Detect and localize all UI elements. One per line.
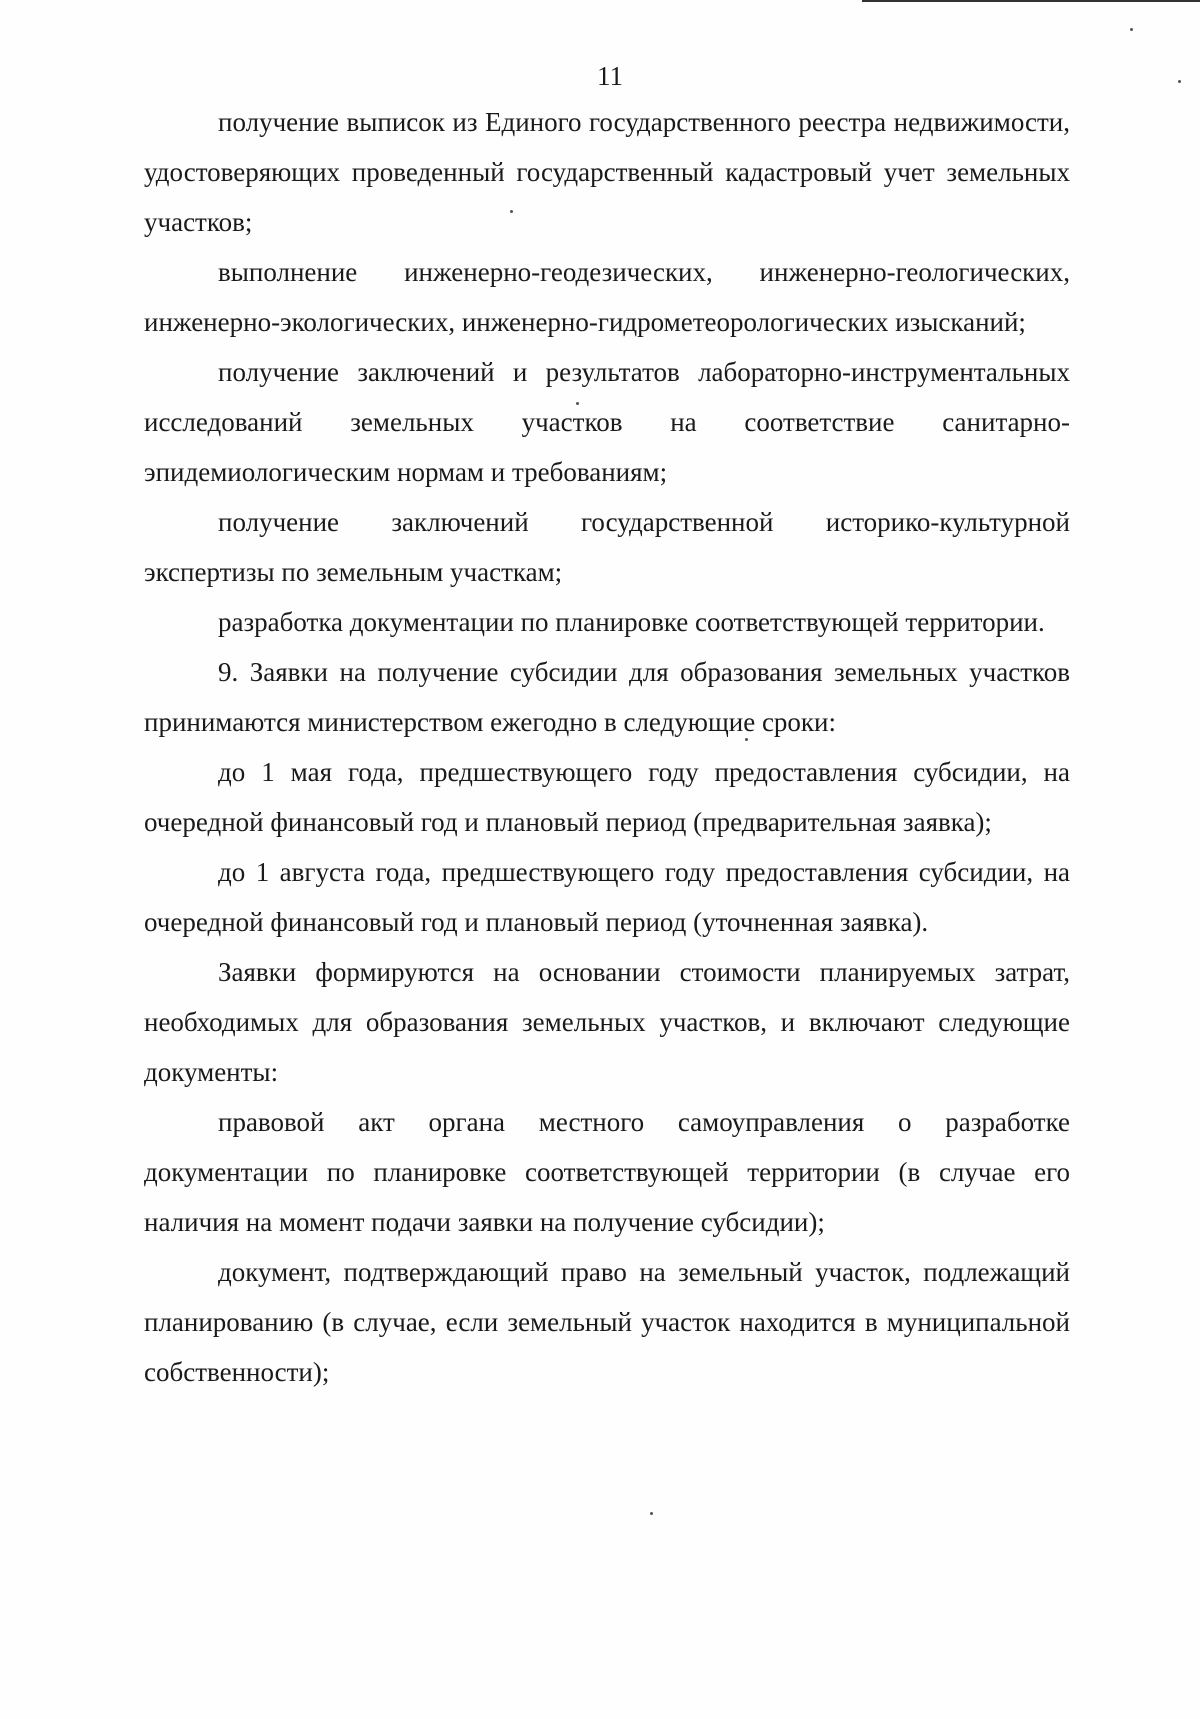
paragraph-deadline-august: до 1 августа года, предшествующего году предоставления субсидии, на очередной финансовый год и плановый период (уточненная заявка). bbox=[144, 857, 1070, 937]
paragraph-clause-9: 9. Заявки на получение субсидии для образования земельных участков принимаются министерством ежегодно в следующие сроки: bbox=[144, 657, 1070, 737]
scan-edge-line bbox=[862, 0, 1200, 2]
paragraph-cultural-expertise: получение заключений государственной историко-культурной экспертизы по земельным участкам; bbox=[144, 507, 1070, 587]
paragraph-deadline-may: до 1 мая года, предшествующего году предоставления субсидии, на очередной финансовый год и плановый период (предварительная заявка); bbox=[144, 757, 1070, 837]
paragraph-planning-documentation: разработка документации по планировке соответствующей территории. bbox=[218, 607, 1045, 637]
scan-speck bbox=[650, 1512, 653, 1515]
paragraph-surveys: выполнение инженерно-геодезических, инженерно-геологических, инженерно-экологических, инженерно-гидрометеорологических изысканий; bbox=[144, 257, 1070, 337]
scan-speck bbox=[1130, 28, 1133, 31]
paragraph-application-contents: Заявки формируются на основании стоимости планируемых затрат, необходимых для образования земельных участков, и включают следующие документы: bbox=[144, 957, 1070, 1087]
paragraph-land-right-document: документ, подтверждающий право на земельный участок, подлежащий планированию (в случае, если земельный участок находится в муниципальной собственности); bbox=[144, 1257, 1070, 1387]
document-body bbox=[144, 97, 1070, 1397]
paragraph-lab-conclusions: получение заключений и результатов лабораторно-инструментальных исследований земельных участков на соответствие санитарно-эпидемиологическим нормам и требованиям; bbox=[144, 357, 1070, 487]
paragraph-egrn-extracts: получение выписок из Единого государственного реестра недвижимости, удостоверяющих проведенный государственный кадастровый учет земельных участков; bbox=[144, 107, 1070, 237]
page-number: 11 bbox=[597, 61, 623, 91]
paragraph-legal-act: правовой акт органа местного самоуправления о разработке документации по планировке соответствующей территории (в случае его наличия на момент подачи заявки на получение субсидии); bbox=[144, 1107, 1070, 1237]
